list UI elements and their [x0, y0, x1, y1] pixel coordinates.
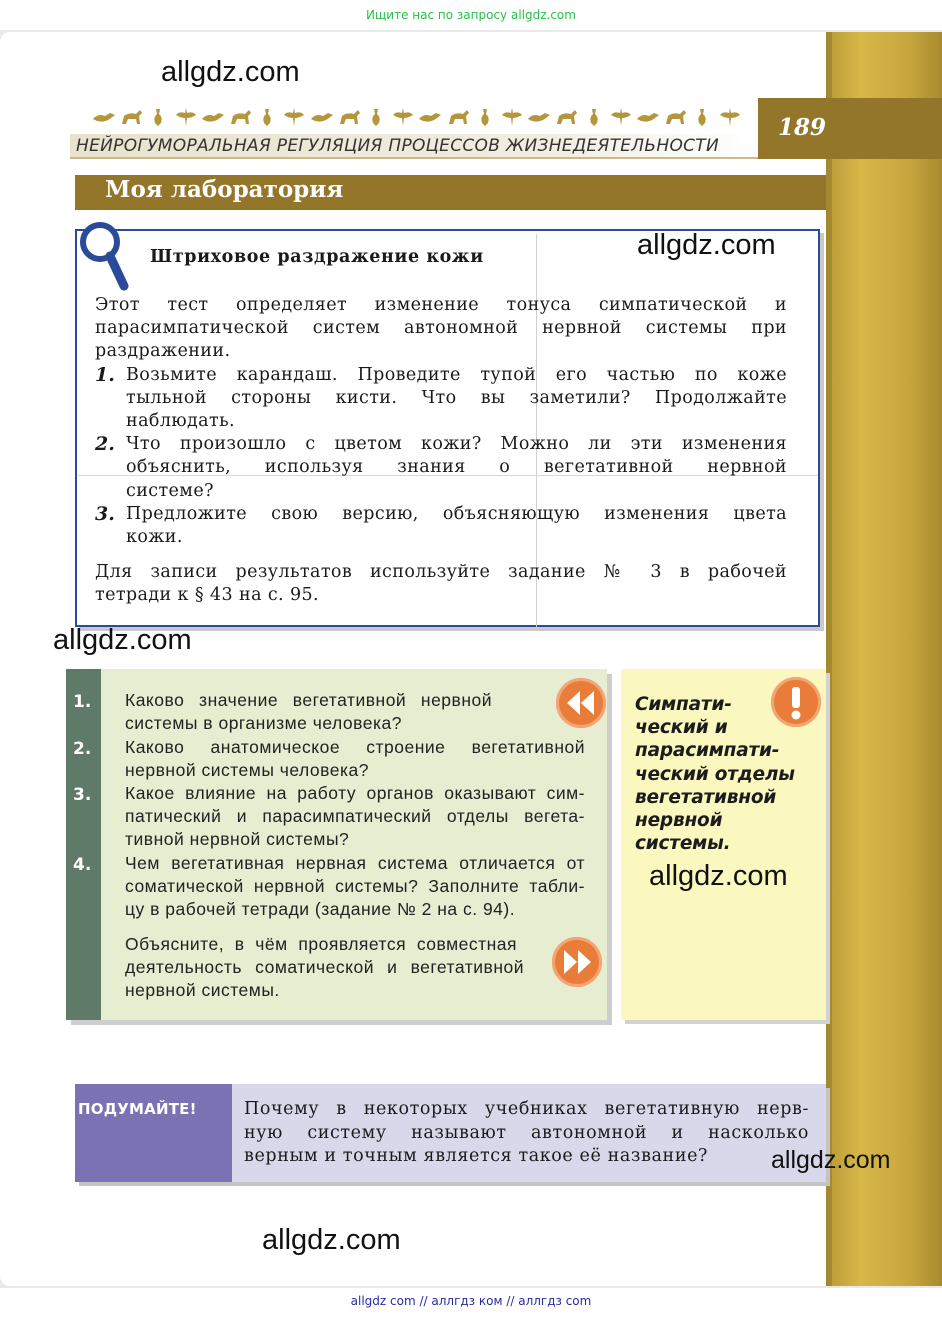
lab-step-line: системе? [126, 481, 214, 501]
think-question-line: верным и точным является такое её название? [244, 1146, 709, 1166]
lab-outro-line: Для записи результатов используйте задание № 3 в рабочей [95, 562, 787, 582]
animal-silhouette-icon [92, 106, 116, 128]
animal-silhouette-icon [527, 106, 551, 128]
animal-silhouette-icon [500, 106, 524, 128]
lab-step-number: 2. [95, 433, 115, 455]
animal-silhouette-icon [663, 106, 687, 128]
watermark: allgdz.com [53, 624, 192, 656]
key-term-line: ческий и [635, 717, 728, 738]
question-line: нервной системы человека? [125, 760, 370, 780]
question-line: цу в рабочей тетради (задание № 2 на с. 94). [125, 899, 516, 919]
watermark: allgdz.com [262, 1224, 401, 1256]
key-term-line: Симпати- [635, 694, 732, 715]
animal-silhouette-icon [337, 106, 361, 128]
question-line: Чем вегетативная нервная система отличается от [125, 853, 585, 873]
page-number: 189 [778, 114, 827, 141]
key-term-line: ческий отделы [635, 764, 795, 785]
think-question-line: ную систему называют автономной и насколько [244, 1123, 809, 1143]
animal-silhouette-icon [364, 106, 388, 128]
lab-intro-line: парасимпатической систем автономной нервной системы при [95, 318, 787, 338]
animal-silhouette-icon [174, 106, 198, 128]
question-number: 4. [73, 855, 92, 875]
lab-step-number: 1. [95, 364, 115, 386]
watermark: allgdz.com [771, 1146, 891, 1174]
animal-silhouette-icon [255, 106, 279, 128]
animal-silhouette-icon [636, 106, 660, 128]
animal-silhouette-icon [554, 106, 578, 128]
animal-silhouette-icon [473, 106, 497, 128]
running-head: НЕЙРОГУМОРАЛЬНАЯ РЕГУЛЯЦИЯ ПРОЦЕССОВ ЖИЗНЕДЕЯТЕЛЬНОСТИ [70, 134, 758, 159]
lab-title: Штриховое раздражение кожи [150, 247, 484, 267]
extra-task-line: Объясните, в чём проявляется совместная [125, 934, 517, 954]
animal-silhouette-icon [146, 106, 170, 128]
question-line: Каково значение вегетативной нервной [125, 690, 492, 710]
animal-silhouette-icon [119, 106, 143, 128]
watermark: allgdz.com [161, 56, 300, 88]
questions-number-strip [66, 669, 101, 1020]
lab-step-line: Предложите свою версию, объясняющую изменения цвета [126, 504, 787, 524]
animal-silhouette-icon [201, 106, 225, 128]
watermark: allgdz.com [649, 860, 788, 892]
think-question-line: Почему в некоторых учебниках вегетативную нерв- [244, 1099, 809, 1119]
animal-silhouette-icon [391, 106, 415, 128]
animal-silhouette-icon [690, 106, 714, 128]
lab-step-line: объяснить, используя знания о вегетативной нервной [126, 457, 787, 477]
top-banner[interactable]: Ищите нас по запросу allgdz.com [0, 0, 942, 30]
section-title-my-lab: Моя лаборатория [75, 175, 826, 210]
animal-silhouettes-ornament [92, 100, 742, 128]
lab-step-line: Возьмите карандаш. Проведите тупой его частью по коже [126, 365, 787, 385]
extra-task-line: деятельность соматической и вегетативной [125, 957, 524, 977]
question-number: 3. [73, 785, 92, 805]
fast-forward-icon [552, 937, 602, 987]
lab-intro-line: Этот тест определяет изменение тонуса симпатической и [95, 295, 787, 315]
rewind-icon [556, 678, 606, 728]
question-line: системы в организме человека? [125, 713, 402, 733]
animal-silhouette-icon [609, 106, 633, 128]
watermark: allgdz.com [637, 229, 776, 261]
animal-silhouette-icon [582, 106, 606, 128]
question-line: соматической нервной системы? Заполните табли- [125, 876, 585, 896]
question-line: тивной нервной системы? [125, 829, 350, 849]
animal-silhouette-icon [310, 106, 334, 128]
key-term-line: нервной [635, 810, 723, 831]
think-label: ПОДУМАЙТЕ! [78, 1100, 197, 1118]
exclamation-icon [771, 677, 821, 727]
lab-outro-line: тетради к § 43 на с. 95. [95, 585, 320, 605]
page-edge-strip [826, 32, 942, 1286]
lab-intro-line: раздражении. [95, 341, 231, 361]
magnifier-icon [78, 220, 134, 292]
question-line: патический и парасимпатический отделы вегета- [125, 806, 585, 826]
animal-silhouette-icon [446, 106, 470, 128]
page-edge-shadow [826, 32, 832, 1286]
animal-silhouette-icon [282, 106, 306, 128]
lab-step-line: наблюдать. [126, 411, 235, 431]
key-term-line: системы. [635, 833, 731, 854]
animal-silhouette-icon [718, 106, 742, 128]
question-line: Какое влияние на работу органов оказывают сим- [125, 783, 585, 803]
lab-step-line: кожи. [126, 527, 183, 547]
lab-step-line: Что произошло с цветом кожи? Можно ли эти изменения [126, 434, 787, 454]
think-tag [75, 1084, 232, 1182]
key-term-line: вегетативной [635, 787, 777, 808]
extra-task-line: нервной системы. [125, 980, 280, 1000]
lab-step-number: 3. [95, 503, 115, 525]
bottom-banner[interactable]: allgdz com // аллгдз ком // аллгдз com [0, 1288, 942, 1318]
animal-silhouette-icon [228, 106, 252, 128]
question-line: Каково анатомическое строение вегетативной [125, 737, 585, 757]
key-term-line: парасимпати- [635, 740, 780, 761]
question-number: 1. [73, 692, 92, 712]
animal-silhouette-icon [418, 106, 442, 128]
lab-step-line: тыльной стороны кисти. Что вы заметили? Продолжайте [126, 388, 787, 408]
question-number: 2. [73, 739, 92, 759]
